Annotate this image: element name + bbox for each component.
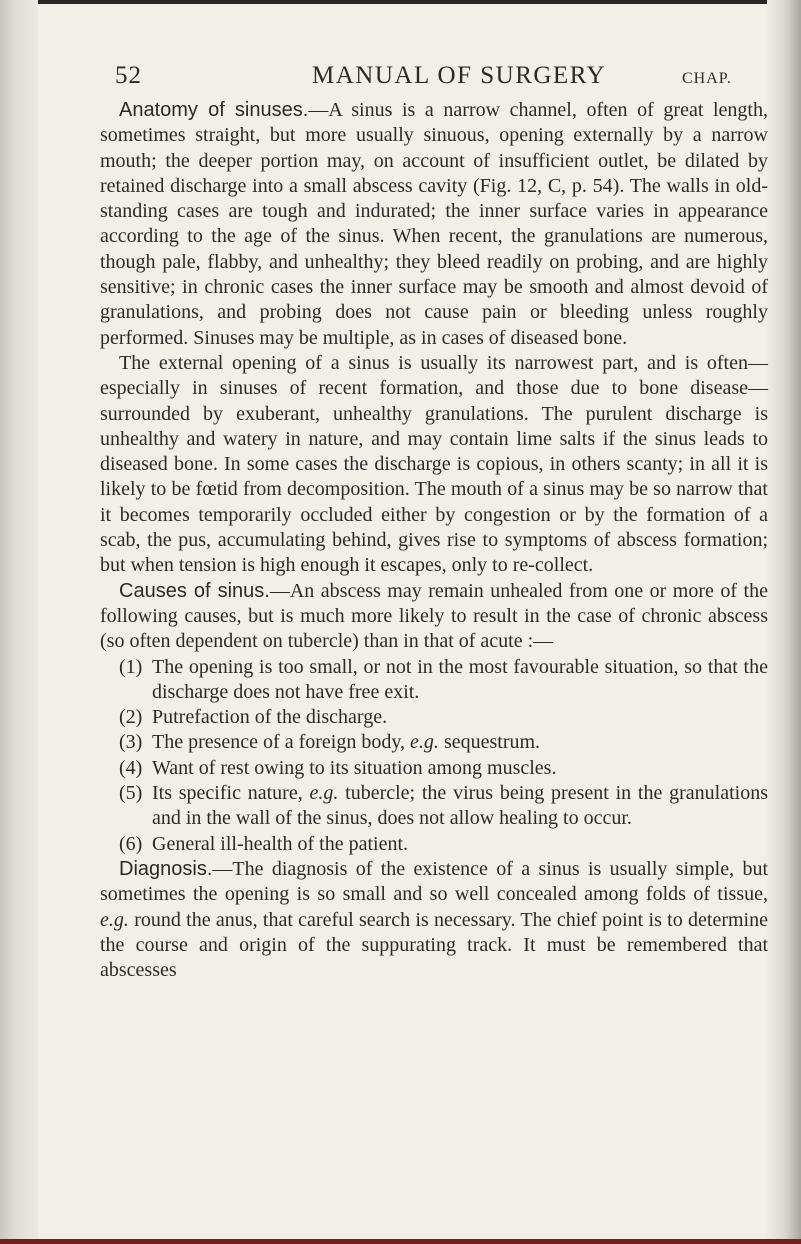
list-item-text: Putrefaction of the discharge. (152, 706, 388, 729)
list-item (100, 655, 768, 706)
list-item-text: Want of rest owing to its situation among muscles. (152, 756, 557, 779)
list-item-text-part: tubercle; the virus being present in the granulations and in the wall of the sinus, does not allow healing to occur. (152, 782, 768, 830)
list-item-number: (4) (119, 756, 143, 779)
diagnosis-heading: Diagnosis. (119, 857, 213, 880)
diagnosis-text-end: round the anus, that careful search is necessary. The chief point is to determine the course and origin of the suppurating track. It must be remembered that abscesses (100, 908, 768, 982)
eg-abbrev: e.g. (100, 908, 129, 931)
anatomy-text: —A sinus is a narrow channel, often of great length, sometimes straight, but more usually sinuous, opening externally by a narrow mouth; the deeper portion may, on account of insufficient outlet, be dilated by retained discharge into a small abscess cavity (Fig. 12, C, p. 54). The walls in old-standing cases are tough and indurated; the inner surface varies in appearance according to the age of the sinus. When recent, the granulations are numerous, though pale, flabby, and unhealthy; they bleed readily on probing, and are highly sensitive; in chronic cases the inner surface may be smooth and almost devoid of granulations, and probing does not cause pain or bleeding unless roughly performed. Sinuses may be multiple, as in cases of diseased bone. (100, 99, 768, 349)
list-item-text (152, 781, 768, 832)
list-item-text-part: sequestrum. (438, 731, 541, 754)
chapter-label: CHAP. (682, 70, 732, 87)
causes-paragraph (100, 579, 768, 655)
list-item (100, 832, 768, 857)
right-page-edge (767, 0, 801, 1244)
list-item-text (152, 730, 768, 755)
diagnosis-text: —The diagnosis of the existence of a sinus is usually simple, but sometimes the opening is so small and so well concealed among folds of tissue, (100, 857, 768, 906)
anatomy-paragraph (100, 98, 768, 351)
causes-text: —An abscess may remain unhealed from one or more of the following causes, but is much more likely to result in the case of chronic abscess (so often dependent on tubercle) than in that of acute :— (100, 579, 768, 653)
bottom-edge (0, 1239, 801, 1244)
eg-abbrev: e.g. (309, 782, 339, 805)
eg-abbrev: e.g. (410, 731, 439, 754)
list-item (100, 756, 768, 781)
list-item-number: (1) (119, 655, 143, 678)
running-title: MANUAL OF SURGERY (312, 62, 607, 89)
running-header (100, 62, 768, 98)
list-item-text-part: Its specific nature, (152, 782, 310, 805)
list-item-number: (5) (119, 782, 143, 805)
causes-heading: Causes of sinus. (119, 579, 270, 602)
page-number: 52 (115, 62, 142, 89)
list-item-number: (3) (119, 731, 143, 754)
external-opening-paragraph: The external opening of a sinus is usually its narrowest part, and is often—especially in sinuses of recent formation, and those due to bone disease—surrounded by exuberant, unhealthy granulations. The purulent discharge is unhealthy and watery in nature, and may contain lime salts if the sinus leads to diseased bone. In some cases the discharge is copious, in others scanty; in all it is likely to be fœtid from decomposition. The mouth of a sinus may be so narrow that it becomes temporarily occluded either by congestion or by the formation of a scab, the pus, accumulating behind, gives rise to symptoms of abscess formation; but when tension is high enough it escapes, only to re-collect. (100, 351, 768, 577)
list-item (100, 781, 768, 832)
list-item (100, 730, 768, 755)
book-page (100, 62, 768, 983)
list-item-number: (6) (119, 832, 143, 855)
anatomy-heading: Anatomy of sinuses. (119, 99, 309, 121)
list-item (100, 705, 768, 730)
diagnosis-paragraph (100, 857, 768, 983)
top-edge (0, 0, 801, 4)
list-item-text: General ill-health of the patient. (152, 832, 409, 855)
page-body (100, 98, 768, 983)
list-item-text-part: The presence of a foreign body, (152, 731, 411, 754)
left-page-gutter (0, 0, 38, 1244)
list-item-text: The opening is too small, or not in the most favourable situation, so that the discharge does not have free exit. (152, 655, 768, 703)
list-item-number: (2) (119, 706, 143, 729)
